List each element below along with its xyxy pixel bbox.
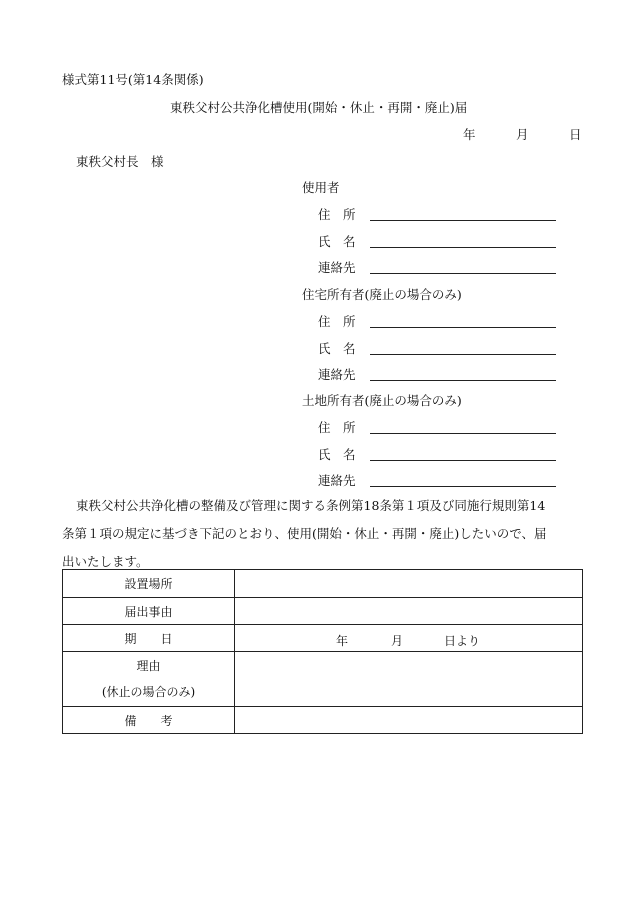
table-row-remarks: [63, 707, 583, 734]
date-year: 年: [336, 634, 349, 648]
body-paragraph: [62, 492, 582, 576]
land-owner-name-label: 氏 名: [318, 447, 356, 462]
house-owner-name-label: 氏 名: [318, 341, 356, 356]
date-month-label: 月: [516, 127, 529, 142]
house-owner-name-field[interactable]: [370, 354, 556, 355]
body-line-3: 出いたします。: [62, 554, 149, 569]
applicant-contact-label: 連絡先: [318, 260, 356, 275]
applicant-address-field[interactable]: [370, 220, 556, 221]
table-row-location: [63, 570, 583, 598]
reason-item-input[interactable]: [235, 598, 583, 625]
house-owner-address-field[interactable]: [370, 327, 556, 328]
house-owner-heading: 住宅所有者(廃止の場合のみ): [302, 287, 462, 302]
table-row-reason-item: [63, 598, 583, 625]
form-title: 東秩父村公共浄化槽使用(開始・休止・再開・廃止)届: [170, 100, 468, 115]
table-row-reason: [63, 652, 583, 707]
table-row-date: [63, 625, 583, 652]
location-input[interactable]: [235, 570, 583, 598]
body-line-2: 条第１項の規定に基づき下記のとおり、使用(開始・休止・再開・廃止)したいので、届: [62, 526, 547, 541]
applicant-name-label: 氏 名: [318, 234, 356, 249]
date-year-label: 年: [463, 127, 476, 142]
location-label: 設置場所: [63, 570, 235, 598]
body-line-1: 東秩父村公共浄化槽の整備及び管理に関する条例第18条第１項及び同施行規則第14: [76, 498, 546, 513]
date-day-label: 日: [569, 127, 582, 142]
house-owner-contact-field[interactable]: [370, 380, 556, 381]
reason-input[interactable]: [235, 652, 583, 707]
reason-label-line2: (休止の場合のみ): [101, 685, 196, 699]
applicant-address-label: 住 所: [318, 207, 356, 222]
reason-item-label: 届出事由: [63, 598, 235, 625]
reason-label: [63, 652, 235, 707]
remarks-input[interactable]: [235, 707, 583, 734]
remarks-label: 備 考: [63, 707, 235, 734]
notification-table: [62, 569, 583, 734]
reason-label-line1: 理由: [136, 659, 161, 673]
house-owner-address-label: 住 所: [318, 314, 356, 329]
land-owner-contact-field[interactable]: [370, 486, 556, 487]
applicant-contact-field[interactable]: [370, 273, 556, 274]
applicant-heading: 使用者: [302, 180, 340, 195]
land-owner-address-field[interactable]: [370, 433, 556, 434]
land-owner-address-label: 住 所: [318, 420, 356, 435]
land-owner-heading: 土地所有者(廃止の場合のみ): [302, 393, 462, 408]
applicant-name-field[interactable]: [370, 247, 556, 248]
date-from: 日より: [444, 634, 481, 648]
land-owner-contact-label: 連絡先: [318, 473, 356, 488]
date-month: 月: [391, 634, 404, 648]
form-number: 様式第11号(第14条関係): [62, 72, 204, 87]
addressee: 東秩父村長 様: [76, 154, 164, 169]
date-input[interactable]: [235, 625, 583, 652]
land-owner-name-field[interactable]: [370, 460, 556, 461]
house-owner-contact-label: 連絡先: [318, 367, 356, 382]
date-label: 期 日: [63, 625, 235, 652]
